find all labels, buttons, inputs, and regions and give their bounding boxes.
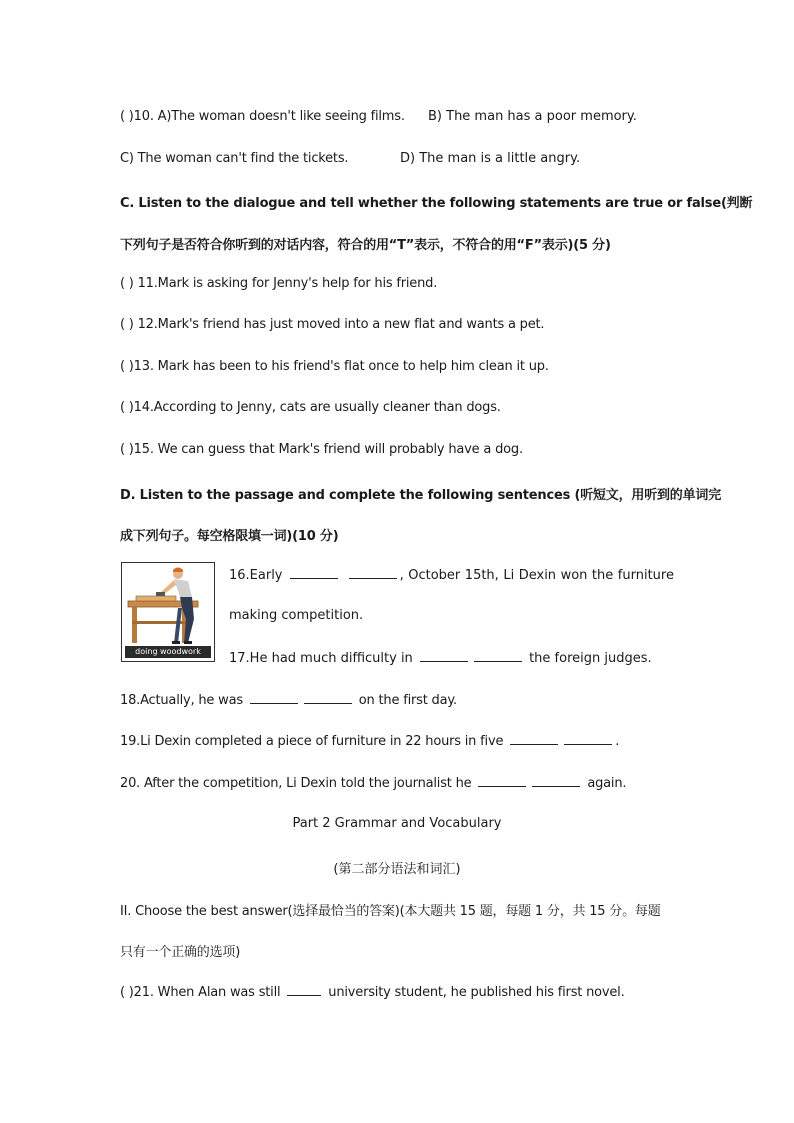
question-21	[120, 984, 625, 1000]
q16-text-b: , October 15th, Li Dexin won the furniture	[399, 568, 674, 583]
answer-blank[interactable]	[532, 775, 580, 787]
q17-text-a: 17.He had much difficulty in	[229, 651, 413, 666]
answer-blank[interactable]	[564, 733, 612, 745]
part2-title: Part 2 Grammar and Vocabulary	[292, 816, 502, 831]
answer-blank[interactable]	[287, 984, 321, 996]
question-19	[120, 733, 619, 749]
question-18	[120, 692, 457, 708]
answer-blank[interactable]	[349, 567, 397, 579]
question-13: ( )13. Mark has been to his friend's flat once to help him clean it up.	[120, 359, 549, 374]
section-d-title-line1: D. Listen to the passage and complete the following sentences (听短文，用听到的单词完	[120, 488, 721, 503]
q17-text-b: the foreign judges.	[529, 651, 652, 666]
q19-text-a: 19.Li Dexin completed a piece of furniture in 22 hours in five	[120, 734, 504, 749]
q18-text-a: 18.Actually, he was	[120, 693, 243, 708]
question-11: ( ) 11.Mark is asking for Jenny's help for his friend.	[120, 276, 438, 291]
q18-text-b: on the first day.	[358, 693, 457, 708]
question-20	[120, 775, 626, 791]
part2-subtitle: (第二部分语法和词汇)	[333, 862, 461, 877]
answer-blank[interactable]	[478, 775, 526, 787]
section-ii-title-line2: 只有一个正确的选项)	[120, 945, 241, 960]
question-17	[229, 650, 652, 666]
q20-text-b: again.	[587, 776, 627, 791]
image-caption: doing woodwork	[125, 646, 211, 658]
answer-blank[interactable]	[510, 733, 558, 745]
question-16-line2: making competition.	[229, 608, 364, 623]
question-14: ( )14.According to Jenny, cats are usually cleaner than dogs.	[120, 400, 501, 415]
q10-option-c: C) The woman can't find the tickets.	[120, 151, 349, 166]
answer-blank[interactable]	[474, 650, 522, 662]
question-15: ( )15. We can guess that Mark's friend will probably have a dog.	[120, 442, 523, 457]
section-c-title-line1: C. Listen to the dialogue and tell whether the following statements are true or false(判断	[120, 196, 753, 211]
q10-option-b: B) The man has a poor memory.	[428, 109, 637, 124]
question-16-line1	[229, 567, 674, 583]
q10-option-d: D) The man is a little angry.	[400, 151, 581, 166]
q21-text-a: ( )21. When Alan was still	[120, 985, 281, 1000]
q19-text-b: .	[615, 734, 620, 749]
section-ii-title-line1: II. Choose the best answer(选择最恰当的答案)(本大题共 15 题，每题 1 分，共 15 分。每题	[120, 904, 661, 919]
answer-blank[interactable]	[420, 650, 468, 662]
q10-option-a: ( )10. A)The woman doesn't like seeing films.	[120, 109, 405, 124]
q20-text-a: 20. After the competition, Li Dexin told the journalist he	[120, 776, 472, 791]
answer-blank[interactable]	[250, 692, 298, 704]
q16-text-a: 16.Early	[229, 568, 283, 583]
question-12: ( ) 12.Mark's friend has just moved into a new flat and wants a pet.	[120, 317, 545, 332]
section-c-title-line2: 下列句子是否符合你听到的对话内容，符合的用“T”表示，不符合的用“F”表示)(5 分)	[120, 238, 611, 253]
answer-blank[interactable]	[290, 567, 338, 579]
woodwork-illustration	[121, 562, 215, 662]
section-d-title-line2: 成下列句子。每空格限填一词)(10 分)	[120, 529, 339, 544]
answer-blank[interactable]	[304, 692, 352, 704]
q21-text-b: university student, he published his first novel.	[328, 985, 625, 1000]
carpenter-icon	[122, 563, 213, 647]
